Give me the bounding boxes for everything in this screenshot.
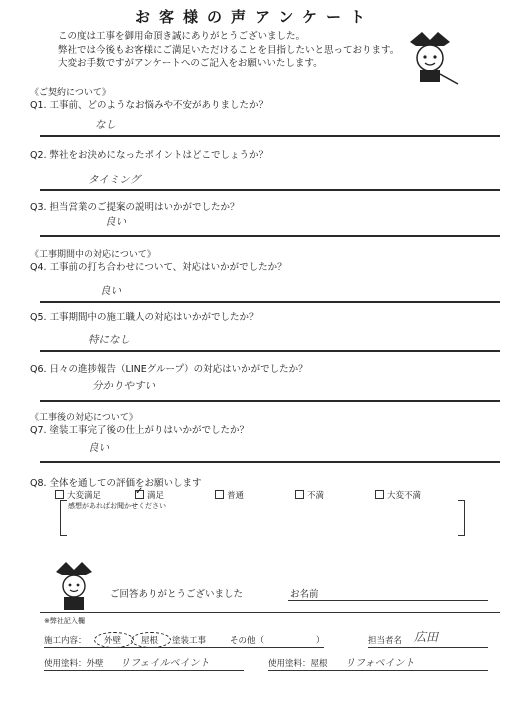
- intro-line: この度は工事を御用命頂き誠にありがとうございました。: [58, 31, 306, 42]
- answer-line: [40, 301, 500, 303]
- name-label: お名前: [290, 589, 319, 600]
- question-5: Q5. 工事期間中の施工職人の対応はいかがでしたか？: [30, 312, 259, 323]
- answer-1: なし: [95, 119, 116, 131]
- comment-placeholder: 感想があればお聞かせください: [68, 502, 166, 510]
- paint-roof-value: リフォペイント: [345, 658, 415, 669]
- answer-3: 良い: [105, 216, 126, 228]
- checkbox[interactable]: [215, 490, 224, 499]
- question-2: Q2. 弊社をお決めになったポイントはどこでしょうか？: [30, 150, 269, 161]
- answer-line: [40, 400, 500, 402]
- mascot-samurai-icon: [400, 28, 460, 86]
- option-label: 大変満足: [67, 491, 102, 501]
- paint-roof-label: 使用塗料：屋根: [268, 659, 328, 669]
- section-during: 《工事期間中の対応について》: [30, 250, 156, 260]
- answer-line: [40, 350, 500, 352]
- mascot-samurai-icon: [50, 560, 98, 612]
- comment-bracket-left: [60, 500, 67, 536]
- person-value: 広田: [414, 630, 439, 644]
- paint-wall-label: 使用塗料：外壁: [44, 659, 104, 669]
- answer-line: [40, 235, 500, 237]
- option-label: 不満: [307, 491, 325, 501]
- question-3: Q3. 担当営業のご提案の説明はいかがでしたか？: [30, 202, 240, 213]
- person-label: 担当者名: [368, 636, 403, 646]
- option-label: 満足: [147, 491, 165, 501]
- work-wall: 外壁: [104, 636, 122, 646]
- section-contract: 《ご契約について》: [30, 88, 111, 98]
- section-after: 《工事後の対応について》: [30, 413, 138, 423]
- paint-roof-line: [268, 670, 488, 671]
- work-roof: 屋根: [141, 636, 159, 646]
- other-label: その他（: [230, 636, 265, 646]
- rating-option-neutral[interactable]: [215, 489, 244, 501]
- rating-option-satisfied[interactable]: [135, 489, 164, 501]
- intro-line: 弊社では今後もお客様にご満足いただけることを目指したいと思っております。: [58, 44, 400, 56]
- staff-divider: [40, 612, 500, 613]
- paint-wall-line: [44, 670, 244, 671]
- option-label: 大変不満: [387, 491, 422, 501]
- intro-line: 大変お手数ですがアンケートへのご記入をお願いいたします。: [58, 58, 323, 69]
- answer-line: [40, 135, 500, 137]
- checkbox-checked-icon[interactable]: [135, 490, 144, 499]
- answer-7: 良い: [88, 442, 109, 454]
- answer-line: [40, 189, 500, 191]
- checkbox[interactable]: [295, 490, 304, 499]
- intro-text: [58, 30, 399, 71]
- question-4: Q4. 工事前の打ち合わせについて、対応はいかがでしたか？: [30, 262, 287, 273]
- answer-5: 特になし: [88, 334, 130, 346]
- answer-line: [40, 461, 500, 463]
- paint-wall-value: リフェイルペイント: [120, 658, 210, 669]
- rating-option-very-dissatisfied[interactable]: [375, 489, 421, 501]
- thanks-message: ご回答ありがとうございました: [110, 589, 244, 600]
- answer-4: 良い: [100, 285, 121, 297]
- work-type: 塗装工事: [172, 636, 207, 646]
- option-label: 普通: [227, 491, 245, 501]
- answer-2: タイミング: [88, 174, 141, 186]
- work-label: 施工内容：: [44, 636, 87, 646]
- work-line: [44, 647, 324, 648]
- comment-bracket-right: [458, 500, 465, 536]
- answer-6: 分かりやすい: [92, 380, 155, 392]
- checkbox[interactable]: [55, 490, 64, 499]
- checkbox[interactable]: [375, 490, 384, 499]
- name-line: [288, 600, 488, 601]
- rating-option-dissatisfied[interactable]: [295, 489, 324, 501]
- page-title: お客様の声アンケート: [134, 8, 375, 26]
- question-6: Q6. 日々の進捗報告（LINEグループ）の対応はいかがでしたか？: [30, 364, 308, 375]
- other-close: ）: [316, 636, 325, 646]
- staff-note: ※弊社記入欄: [44, 617, 85, 625]
- question-7: Q7. 塗装工事完了後の仕上がりはいかがでしたか？: [30, 425, 250, 436]
- person-line: [368, 647, 488, 648]
- question-1: Q1. 工事前、どのようなお悩みや不安がありましたか？: [30, 100, 269, 111]
- question-8: Q8. 全体を通しての評価をお願いします: [30, 478, 202, 489]
